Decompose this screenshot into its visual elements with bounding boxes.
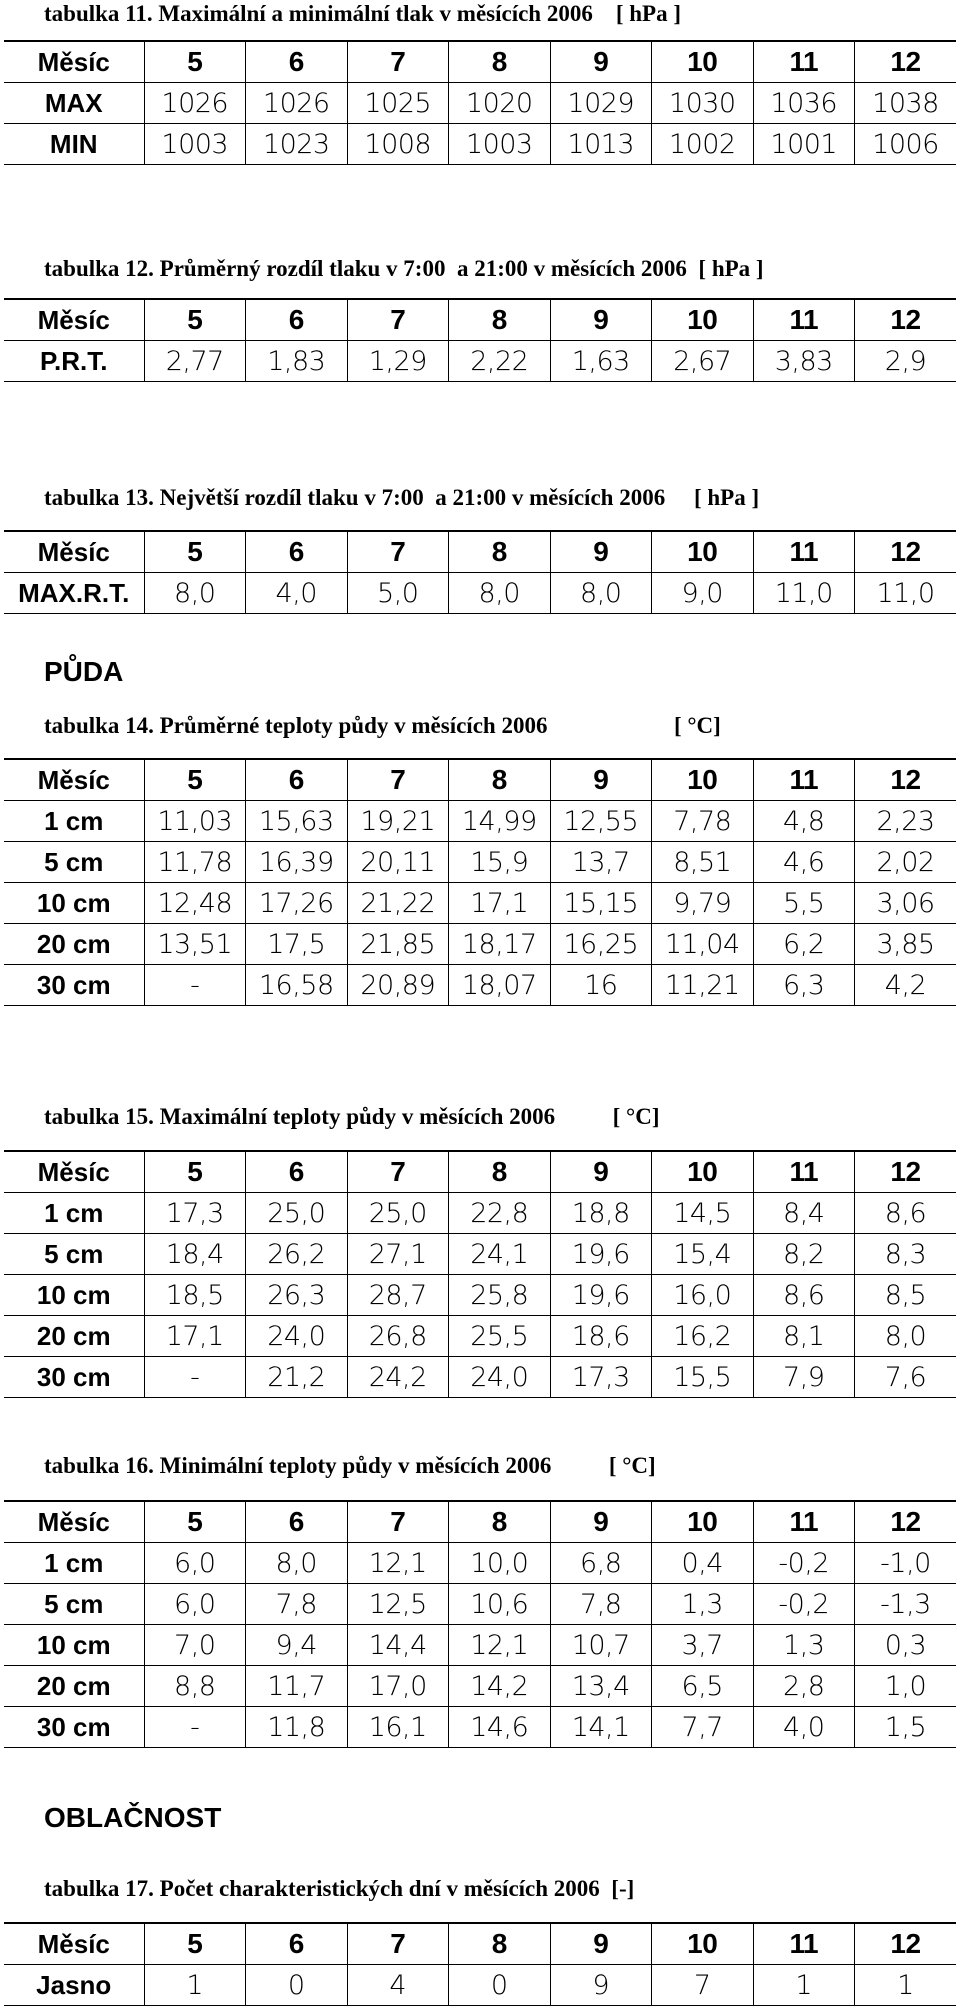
value-cell: 24,1 (449, 1234, 551, 1275)
value-cell: 2,67 (652, 341, 754, 382)
month-header-cell: 9 (550, 1151, 652, 1193)
value-cell: 1020 (449, 83, 551, 124)
month-header-cell: 11 (753, 1501, 855, 1543)
value-cell: 1030 (652, 83, 754, 124)
month-header-cell: 10 (652, 299, 754, 341)
month-label: Měsíc (4, 1501, 144, 1543)
table-row (4, 573, 956, 614)
month-label: Měsíc (4, 1923, 144, 1965)
value-cell: 9,4 (246, 1625, 348, 1666)
month-header-cell: 5 (144, 41, 246, 83)
value-cell: 6,8 (550, 1543, 652, 1584)
value-cell: 6,5 (652, 1666, 754, 1707)
value-cell: 8,51 (652, 842, 754, 883)
table-row (4, 1666, 956, 1707)
month-header-cell: 6 (246, 299, 348, 341)
value-cell: 14,99 (449, 801, 551, 842)
value-cell: 15,15 (550, 883, 652, 924)
value-cell: 11,7 (246, 1666, 348, 1707)
row-label: Jasno (4, 1965, 144, 2006)
month-header-cell: 6 (246, 531, 348, 573)
value-cell: 4,2 (855, 965, 957, 1006)
value-cell: 0 (246, 1965, 348, 2006)
table-16-caption: tabulka 16. Minimální teploty půdy v měsících 2006 [ °C] (44, 1453, 656, 1478)
row-label: 1 cm (4, 801, 144, 842)
table-16 (4, 1500, 956, 1748)
month-header-cell: 9 (550, 299, 652, 341)
value-cell: 3,7 (652, 1625, 754, 1666)
value-cell: 1,3 (652, 1584, 754, 1625)
month-header-cell: 11 (753, 41, 855, 83)
value-cell: 14,6 (449, 1707, 551, 1748)
value-cell: 3,06 (855, 883, 957, 924)
table-row (4, 1707, 956, 1748)
value-cell: 16,1 (347, 1707, 449, 1748)
value-cell: 15,4 (652, 1234, 754, 1275)
month-header-cell: 6 (246, 1501, 348, 1543)
value-cell: 7,8 (246, 1584, 348, 1625)
value-cell: - (144, 965, 246, 1006)
month-label: Měsíc (4, 41, 144, 83)
table-row (4, 124, 956, 165)
month-header-cell: 8 (449, 531, 551, 573)
value-cell: 10,7 (550, 1625, 652, 1666)
table-11 (4, 40, 956, 165)
month-header-cell: 5 (144, 759, 246, 801)
value-cell: 7,0 (144, 1625, 246, 1666)
value-cell: 6,0 (144, 1584, 246, 1625)
value-cell: 1,29 (347, 341, 449, 382)
value-cell: 5,5 (753, 883, 855, 924)
table-header-row (4, 1151, 956, 1193)
value-cell: 18,17 (449, 924, 551, 965)
value-cell: 25,0 (246, 1193, 348, 1234)
month-header-cell: 9 (550, 531, 652, 573)
value-cell: 12,48 (144, 883, 246, 924)
value-cell: 8,4 (753, 1193, 855, 1234)
value-cell: 3,85 (855, 924, 957, 965)
table-row (4, 1234, 956, 1275)
row-label: 20 cm (4, 1666, 144, 1707)
month-header-cell: 10 (652, 1923, 754, 1965)
value-cell: 12,1 (449, 1625, 551, 1666)
row-label: 20 cm (4, 1316, 144, 1357)
value-cell: 1026 (144, 83, 246, 124)
value-cell: 16,39 (246, 842, 348, 883)
table-11-caption: tabulka 11. Maximální a minimální tlak v měsících 2006 [ hPa ] (44, 1, 682, 26)
value-cell: 1,63 (550, 341, 652, 382)
value-cell: -1,3 (855, 1584, 957, 1625)
month-header-cell: 5 (144, 1151, 246, 1193)
table-header-row (4, 1501, 956, 1543)
value-cell: 1,3 (753, 1625, 855, 1666)
table-header-row (4, 1923, 956, 1965)
value-cell: 1,0 (855, 1666, 957, 1707)
row-label: 10 cm (4, 1625, 144, 1666)
value-cell: 6,0 (144, 1543, 246, 1584)
row-label: 10 cm (4, 883, 144, 924)
value-cell: 4,8 (753, 801, 855, 842)
month-header-cell: 11 (753, 299, 855, 341)
row-label: 30 cm (4, 1357, 144, 1398)
value-cell: 1003 (449, 124, 551, 165)
value-cell: 8,6 (753, 1275, 855, 1316)
value-cell: -0,2 (753, 1584, 855, 1625)
value-cell: 13,51 (144, 924, 246, 965)
row-label: MIN (4, 124, 144, 165)
month-header-cell: 9 (550, 1501, 652, 1543)
value-cell: 1001 (753, 124, 855, 165)
value-cell: 25,0 (347, 1193, 449, 1234)
value-cell: 1026 (246, 83, 348, 124)
value-cell: 16,25 (550, 924, 652, 965)
value-cell: 14,1 (550, 1707, 652, 1748)
table-header-row (4, 41, 956, 83)
value-cell: 1029 (550, 83, 652, 124)
value-cell: 9,0 (652, 573, 754, 614)
section-oblacnost: OBLAČNOST (44, 1802, 222, 1833)
value-cell: 27,1 (347, 1234, 449, 1275)
month-header-cell: 12 (855, 41, 957, 83)
value-cell: - (144, 1707, 246, 1748)
month-header-cell: 8 (449, 1151, 551, 1193)
value-cell: 16,0 (652, 1275, 754, 1316)
value-cell: 18,6 (550, 1316, 652, 1357)
value-cell: 8,0 (550, 573, 652, 614)
value-cell: 17,0 (347, 1666, 449, 1707)
table-14-caption: tabulka 14. Průměrné teploty půdy v měsících 2006 [ °C] (44, 713, 721, 738)
value-cell: 11,8 (246, 1707, 348, 1748)
row-label: 20 cm (4, 924, 144, 965)
table-15 (4, 1150, 956, 1398)
value-cell: 8,0 (855, 1316, 957, 1357)
value-cell: 11,21 (652, 965, 754, 1006)
value-cell: 24,0 (449, 1357, 551, 1398)
value-cell: 1 (855, 1965, 957, 2006)
value-cell: 8,8 (144, 1666, 246, 1707)
value-cell: 1 (753, 1965, 855, 2006)
value-cell: 17,26 (246, 883, 348, 924)
value-cell: 8,0 (144, 573, 246, 614)
value-cell: 1008 (347, 124, 449, 165)
month-header-cell: 10 (652, 41, 754, 83)
month-header-cell: 8 (449, 41, 551, 83)
table-13-caption: tabulka 13. Největší rozdíl tlaku v 7:00 a 21:00 v měsících 2006 [ hPa ] (44, 485, 760, 510)
value-cell: 6,2 (753, 924, 855, 965)
row-label: MAX (4, 83, 144, 124)
month-header-cell: 7 (347, 759, 449, 801)
value-cell: 17,3 (144, 1193, 246, 1234)
month-header-cell: 11 (753, 531, 855, 573)
month-header-cell: 6 (246, 41, 348, 83)
value-cell: 8,0 (449, 573, 551, 614)
value-cell: 1,83 (246, 341, 348, 382)
value-cell: 18,07 (449, 965, 551, 1006)
month-header-cell: 6 (246, 1151, 348, 1193)
month-header-cell: 12 (855, 1501, 957, 1543)
table-row (4, 1625, 956, 1666)
month-header-cell: 12 (855, 759, 957, 801)
month-header-cell: 9 (550, 41, 652, 83)
table-row (4, 83, 956, 124)
value-cell: 26,8 (347, 1316, 449, 1357)
value-cell: 13,4 (550, 1666, 652, 1707)
value-cell: 7,8 (550, 1584, 652, 1625)
value-cell: 11,04 (652, 924, 754, 965)
value-cell: 2,8 (753, 1666, 855, 1707)
month-header-cell: 12 (855, 531, 957, 573)
value-cell: 5,0 (347, 573, 449, 614)
value-cell: 1,5 (855, 1707, 957, 1748)
table-row (4, 1543, 956, 1584)
value-cell: 8,2 (753, 1234, 855, 1275)
value-cell: 24,2 (347, 1357, 449, 1398)
section-puda: PŮDA (44, 656, 124, 687)
month-header-cell: 7 (347, 299, 449, 341)
month-label: Měsíc (4, 299, 144, 341)
value-cell: 8,1 (753, 1316, 855, 1357)
value-cell: 16,58 (246, 965, 348, 1006)
value-cell: 14,5 (652, 1193, 754, 1234)
month-label: Měsíc (4, 759, 144, 801)
value-cell: 8,5 (855, 1275, 957, 1316)
value-cell: - (144, 1357, 246, 1398)
month-header-cell: 12 (855, 1151, 957, 1193)
month-header-cell: 10 (652, 1501, 754, 1543)
month-header-cell: 10 (652, 759, 754, 801)
month-header-cell: 9 (550, 1923, 652, 1965)
row-label: 5 cm (4, 1584, 144, 1625)
row-label: 1 cm (4, 1543, 144, 1584)
value-cell: 7 (652, 1965, 754, 2006)
value-cell: 0,3 (855, 1625, 957, 1666)
table-row (4, 1357, 956, 1398)
value-cell: 3,83 (753, 341, 855, 382)
table-row (4, 1316, 956, 1357)
value-cell: 26,3 (246, 1275, 348, 1316)
value-cell: 1038 (855, 83, 957, 124)
value-cell: 1 (144, 1965, 246, 2006)
month-header-cell: 5 (144, 531, 246, 573)
table-13 (4, 530, 956, 614)
value-cell: 8,0 (246, 1543, 348, 1584)
value-cell: 0,4 (652, 1543, 754, 1584)
value-cell: 1002 (652, 124, 754, 165)
value-cell: 0 (449, 1965, 551, 2006)
value-cell: 20,11 (347, 842, 449, 883)
value-cell: 25,8 (449, 1275, 551, 1316)
value-cell: 2,22 (449, 341, 551, 382)
value-cell: 28,7 (347, 1275, 449, 1316)
value-cell: 1003 (144, 124, 246, 165)
table-14 (4, 758, 956, 1006)
value-cell: 7,6 (855, 1357, 957, 1398)
table-12-caption: tabulka 12. Průměrný rozdíl tlaku v 7:00 a 21:00 v měsících 2006 [ hPa ] (44, 256, 764, 281)
month-header-cell: 8 (449, 299, 551, 341)
month-header-cell: 5 (144, 1923, 246, 1965)
value-cell: 22,8 (449, 1193, 551, 1234)
value-cell: -0,2 (753, 1543, 855, 1584)
value-cell: 4,6 (753, 842, 855, 883)
row-label: 10 cm (4, 1275, 144, 1316)
value-cell: 16 (550, 965, 652, 1006)
value-cell: 15,63 (246, 801, 348, 842)
value-cell: 17,3 (550, 1357, 652, 1398)
row-label: 30 cm (4, 1707, 144, 1748)
table-row (4, 1193, 956, 1234)
month-label: Měsíc (4, 531, 144, 573)
table-row (4, 842, 956, 883)
value-cell: -1,0 (855, 1543, 957, 1584)
month-header-cell: 11 (753, 1923, 855, 1965)
month-header-cell: 8 (449, 1923, 551, 1965)
value-cell: 12,5 (347, 1584, 449, 1625)
value-cell: 15,5 (652, 1357, 754, 1398)
value-cell: 17,1 (449, 883, 551, 924)
value-cell: 26,2 (246, 1234, 348, 1275)
value-cell: 24,0 (246, 1316, 348, 1357)
month-header-cell: 12 (855, 1923, 957, 1965)
month-header-cell: 5 (144, 1501, 246, 1543)
month-header-cell: 6 (246, 1923, 348, 1965)
table-15-caption: tabulka 15. Maximální teploty půdy v měsících 2006 [ °C] (44, 1104, 660, 1129)
value-cell: 12,55 (550, 801, 652, 842)
month-header-cell: 7 (347, 1923, 449, 1965)
month-header-cell: 10 (652, 531, 754, 573)
table-row (4, 1965, 956, 2006)
value-cell: 4,0 (246, 573, 348, 614)
month-label: Měsíc (4, 1151, 144, 1193)
month-header-cell: 7 (347, 41, 449, 83)
month-header-cell: 5 (144, 299, 246, 341)
value-cell: 25,5 (449, 1316, 551, 1357)
value-cell: 2,23 (855, 801, 957, 842)
month-header-cell: 6 (246, 759, 348, 801)
value-cell: 8,6 (855, 1193, 957, 1234)
table-row (4, 883, 956, 924)
table-12 (4, 298, 956, 382)
value-cell: 20,89 (347, 965, 449, 1006)
value-cell: 9,79 (652, 883, 754, 924)
value-cell: 1025 (347, 83, 449, 124)
table-header-row (4, 531, 956, 573)
value-cell: 18,8 (550, 1193, 652, 1234)
value-cell: 21,85 (347, 924, 449, 965)
value-cell: 19,6 (550, 1234, 652, 1275)
value-cell: 14,2 (449, 1666, 551, 1707)
value-cell: 1006 (855, 124, 957, 165)
month-header-cell: 8 (449, 759, 551, 801)
value-cell: 18,4 (144, 1234, 246, 1275)
value-cell: 18,5 (144, 1275, 246, 1316)
value-cell: 21,2 (246, 1357, 348, 1398)
value-cell: 15,9 (449, 842, 551, 883)
table-header-row (4, 299, 956, 341)
value-cell: 17,1 (144, 1316, 246, 1357)
row-label: P.R.T. (4, 341, 144, 382)
value-cell: 11,78 (144, 842, 246, 883)
month-header-cell: 8 (449, 1501, 551, 1543)
month-header-cell: 9 (550, 759, 652, 801)
value-cell: 11,0 (855, 573, 957, 614)
row-label: 1 cm (4, 1193, 144, 1234)
value-cell: 4 (347, 1965, 449, 2006)
value-cell: 9 (550, 1965, 652, 2006)
table-row (4, 801, 956, 842)
value-cell: 11,03 (144, 801, 246, 842)
month-header-cell: 7 (347, 531, 449, 573)
value-cell: 12,1 (347, 1543, 449, 1584)
table-row (4, 965, 956, 1006)
value-cell: 7,78 (652, 801, 754, 842)
value-cell: 19,21 (347, 801, 449, 842)
month-header-cell: 11 (753, 759, 855, 801)
value-cell: 2,77 (144, 341, 246, 382)
value-cell: 14,4 (347, 1625, 449, 1666)
table-17 (4, 1922, 956, 2006)
value-cell: 4,0 (753, 1707, 855, 1748)
table-row (4, 1584, 956, 1625)
row-label: 5 cm (4, 1234, 144, 1275)
value-cell: 19,6 (550, 1275, 652, 1316)
month-header-cell: 10 (652, 1151, 754, 1193)
value-cell: 6,3 (753, 965, 855, 1006)
value-cell: 13,7 (550, 842, 652, 883)
value-cell: 7,9 (753, 1357, 855, 1398)
table-row (4, 924, 956, 965)
month-header-cell: 7 (347, 1501, 449, 1543)
value-cell: 2,9 (855, 341, 957, 382)
table-row (4, 341, 956, 382)
value-cell: 7,7 (652, 1707, 754, 1748)
value-cell: 1023 (246, 124, 348, 165)
table-row (4, 1275, 956, 1316)
row-label: 30 cm (4, 965, 144, 1006)
month-header-cell: 7 (347, 1151, 449, 1193)
month-header-cell: 12 (855, 299, 957, 341)
table-header-row (4, 759, 956, 801)
month-header-cell: 11 (753, 1151, 855, 1193)
value-cell: 2,02 (855, 842, 957, 883)
value-cell: 10,0 (449, 1543, 551, 1584)
value-cell: 1036 (753, 83, 855, 124)
row-label: 5 cm (4, 842, 144, 883)
value-cell: 8,3 (855, 1234, 957, 1275)
value-cell: 10,6 (449, 1584, 551, 1625)
value-cell: 21,22 (347, 883, 449, 924)
value-cell: 11,0 (753, 573, 855, 614)
value-cell: 16,2 (652, 1316, 754, 1357)
table-17-caption: tabulka 17. Počet charakteristických dní v měsících 2006 [-] (44, 1876, 635, 1901)
row-label: MAX.R.T. (4, 573, 144, 614)
value-cell: 17,5 (246, 924, 348, 965)
value-cell: 1013 (550, 124, 652, 165)
